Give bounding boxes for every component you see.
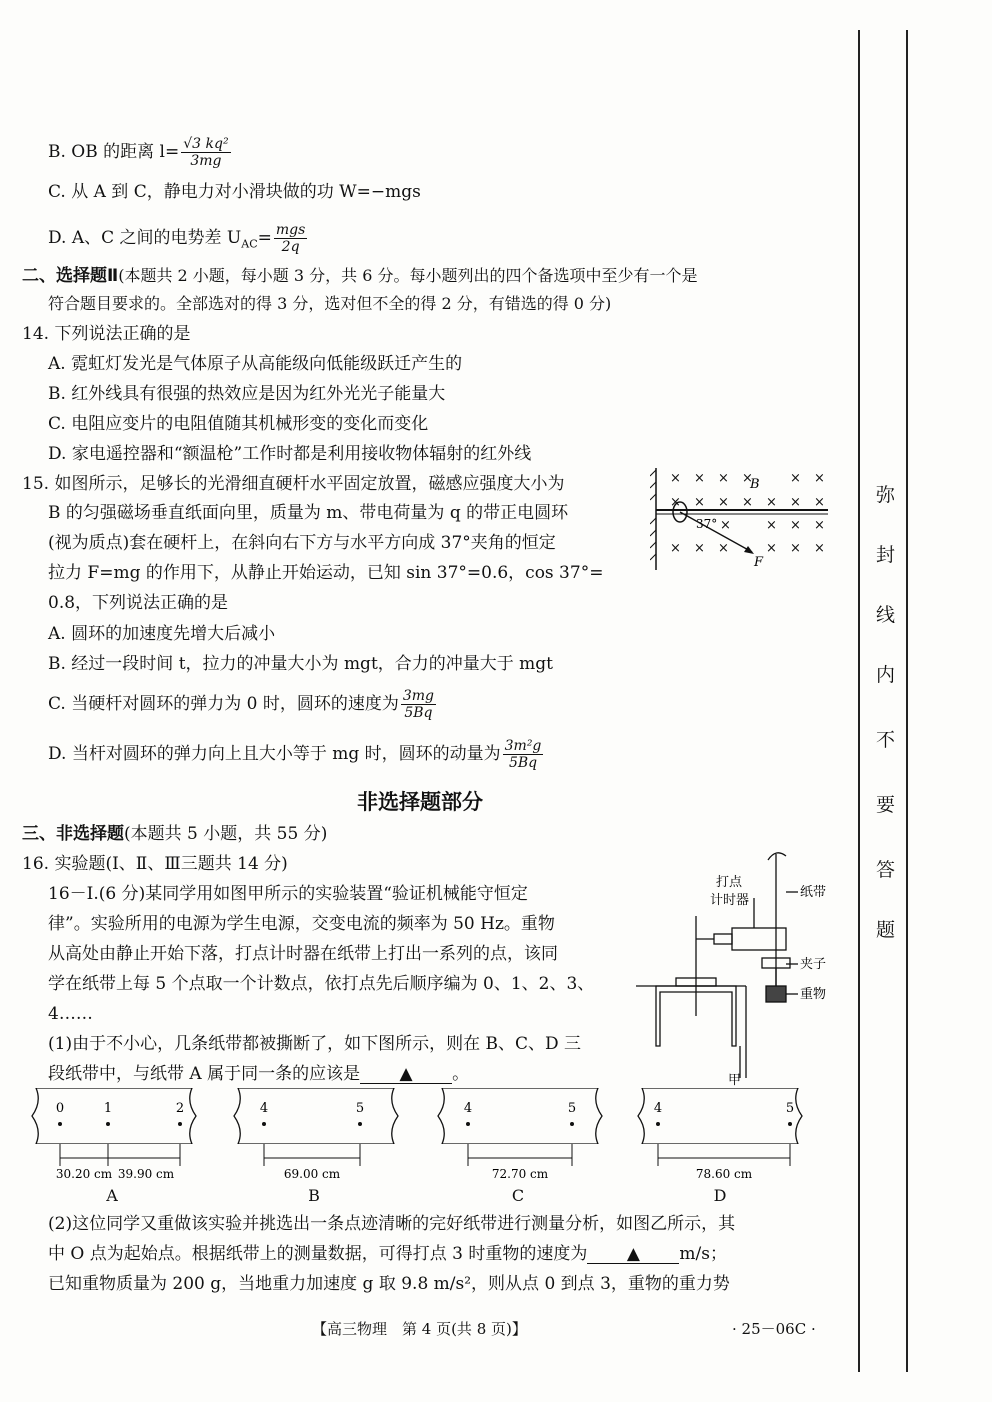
section2-line2: 符合题目要求的。全部选对的得 3 分，选对但不全的得 2 分，有错选的得 0 分) — [48, 294, 612, 313]
tape-dimension: 72.70 cm — [491, 1167, 549, 1181]
q15-option-d: D. 当杆对圆环的弹力向上且大小等于 mg 时，圆环的动量为 $\frac{\text{3m²g}}{5Bq}$ — [48, 738, 542, 771]
tape-dot — [466, 1122, 470, 1126]
field-label-b: B — [750, 477, 760, 492]
svg-text:×: × — [766, 541, 777, 556]
tape-label: C — [511, 1186, 525, 1205]
svg-text:×: × — [742, 495, 753, 510]
section3-line: 三、非选择题(本题共 5 小题，共 55 分) — [22, 824, 328, 844]
svg-text:×: × — [742, 471, 753, 486]
q15-line3: (视为质点)套在硬杆上，在斜向右下方与水平方向成 37°夹角的恒定 — [48, 533, 556, 553]
svg-text:×: × — [790, 541, 801, 556]
svg-text:×: × — [720, 518, 731, 533]
svg-text:×: × — [718, 541, 729, 556]
svg-text:×: × — [670, 471, 681, 486]
footer-code: · 25－06C · — [732, 1320, 816, 1338]
tape-point-label: 5 — [785, 1101, 795, 1116]
svg-text:×: × — [814, 518, 825, 533]
svg-text:×: × — [766, 495, 777, 510]
q16-q2-line1: (2)这位同学又重做该实验并挑选出一条点迹清晰的完好纸带进行测量分析，如图乙所示，其 — [48, 1214, 736, 1234]
q16-stem: 16. 实验题(Ⅰ、Ⅱ、Ⅲ三题共 14 分) — [22, 854, 288, 874]
q16-q2-line2: 中 O 点为起始点。根据纸带上的测量数据，可得打点 3 时重物的速度为 ▲ m/s； — [48, 1244, 727, 1264]
tape-point-label: 5 — [567, 1101, 577, 1116]
svg-text:×: × — [718, 495, 729, 510]
tape-dimension: 30.20 cm — [55, 1167, 113, 1181]
q16-q2-line3: 已知重物质量为 200 g，当地重力加速度 g 取 9.8 m/s²，则从点 0 到点 3，重物的重力势 — [48, 1274, 730, 1294]
tape-point-label: 2 — [175, 1101, 185, 1116]
svg-text:×: × — [670, 541, 681, 556]
svg-text:×: × — [766, 518, 777, 533]
option-13-b: B. OB 的距离 l= $\frac{\text{√3 kq²}}{3mg}$ — [48, 136, 229, 169]
apparatus-figure — [636, 846, 846, 1086]
tape-a — [30, 1088, 198, 1144]
q15-option-c: C. 当硬杆对圆环的弹力为 0 时，圆环的速度为 $\frac{3mg}{5Bq}$ — [48, 688, 434, 721]
tape-d — [636, 1088, 804, 1144]
q14-option-b: B. 红外线具有很强的热效应是因为红外光光子能量大 — [48, 384, 446, 404]
svg-text:×: × — [790, 518, 801, 533]
svg-text:×: × — [790, 495, 801, 510]
q15-option-b: B. 经过一段时间 t，拉力的冲量大小为 mgt，合力的冲量大于 mgt — [48, 654, 554, 674]
q16-p1-line4: 学在纸带上每 5 个点取一个计数点，依打点先后顺序编为 0、1、2、3、 — [48, 974, 595, 994]
tape-dot — [262, 1122, 266, 1126]
tape-c-dims — [436, 1144, 604, 1184]
tape-dot — [58, 1122, 62, 1126]
margin-char: 要 — [876, 794, 896, 816]
margin-char: 题 — [876, 919, 896, 941]
tape-point-label: 5 — [355, 1101, 365, 1116]
tape-dimension: 69.00 cm — [283, 1167, 341, 1181]
q14-option-d: D. 家电遥控器和“额温枪”工作时都是利用接收物体辐射的红外线 — [48, 444, 532, 464]
magnetic-field-figure — [650, 466, 830, 576]
svg-text:×: × — [790, 471, 801, 486]
margin-char: 不 — [876, 729, 896, 751]
svg-text:×: × — [814, 495, 825, 510]
margin-char: 答 — [876, 859, 896, 881]
q16-q1-line2: 段纸带中，与纸带 A 属于同一条的应该是 ▲ 。 — [48, 1064, 470, 1084]
margin-char: 弥 — [876, 484, 896, 506]
weight — [766, 986, 786, 1002]
fraction: $\frac{\text{3m²g}}{5Bq}$ — [504, 738, 542, 771]
timer-body — [732, 928, 786, 950]
svg-text:×: × — [718, 471, 729, 486]
fraction: $\frac{3mg}{5Bq}$ — [402, 688, 434, 721]
label-timer: 打点 — [716, 875, 743, 890]
tape-point-label: 0 — [55, 1101, 65, 1116]
q16-p1-line5: 4…… — [48, 1004, 93, 1024]
tape-dot — [788, 1122, 792, 1126]
tape-label: A — [106, 1186, 118, 1205]
tape-dimension: 78.60 cm — [695, 1167, 753, 1181]
part-title: 非选择题部分 — [357, 790, 483, 814]
fraction: $\frac{\text{mgs}}{2q}$ — [275, 222, 306, 255]
svg-text:×: × — [814, 541, 825, 556]
margin-line-right — [906, 30, 908, 1372]
tape-point-label: 4 — [259, 1101, 269, 1116]
tape-dot — [178, 1122, 182, 1126]
footer-title: 【高三物理 第 4 页(共 8 页)】 — [312, 1320, 527, 1338]
q16-p1-line1: 16－Ⅰ.(6 分)某同学用如图甲所示的实验装置“验证机械能守恒定 — [48, 884, 528, 904]
option-13-c: C. 从 A 到 C，静电力对小滑块做的功 W=−mgs — [48, 182, 421, 202]
label-figure-jia: 甲 — [728, 1073, 742, 1086]
option-13-d: D. A、C 之间的电势差 $U_{AC}=$ $\frac{\text{mgs}}{2q}$ — [48, 222, 306, 255]
angle-label: 37° — [696, 517, 718, 531]
section2-line1: 二、选择题Ⅱ(本题共 2 小题，每小题 3 分，共 6 分。每小题列出的四个备选项中至少有一个是 — [22, 266, 698, 286]
margin-char: 内 — [876, 664, 896, 686]
tape-b-dims — [232, 1144, 400, 1184]
tape-a-dims — [30, 1144, 198, 1184]
tape-point-label: 4 — [463, 1101, 473, 1116]
label-timer-2: 计时器 — [710, 893, 750, 908]
q16-q1-line1: (1)由于不小心，几条纸带都被撕断了，如下图所示，则在 B、C、D 三 — [48, 1034, 582, 1054]
q16-p1-line3: 从高处由静止开始下落，打点计时器在纸带上打出一系列的点，该同 — [48, 944, 558, 964]
tape-dot — [656, 1122, 660, 1126]
tape-dimension: 39.90 cm — [117, 1167, 175, 1181]
tape-d-dims — [636, 1144, 804, 1184]
q15-line1: 15. 如图所示，足够长的光滑细直硬杆水平固定放置，磁感应强度大小为 — [22, 474, 565, 494]
force-label: F — [754, 555, 764, 570]
tape-dot — [358, 1122, 362, 1126]
q14-option-a: A. 霓虹灯发光是气体原子从高能级向低能级跃迁产生的 — [48, 354, 463, 374]
answer-blank[interactable]: ▲ — [360, 1065, 452, 1084]
q14-stem: 14. 下列说法正确的是 — [22, 324, 191, 344]
label-weight: 重物 — [800, 987, 827, 1002]
svg-text:×: × — [814, 471, 825, 486]
answer-blank[interactable]: ▲ — [587, 1245, 679, 1264]
q14-option-c: C. 电阻应变片的电阻值随其机械形变的变化而变化 — [48, 414, 429, 434]
svg-text:×: × — [670, 495, 681, 510]
label-tape: 纸带 — [800, 885, 827, 900]
label-clip: 夹子 — [800, 957, 827, 972]
wall-hatch — [650, 470, 656, 560]
tape-c — [436, 1088, 604, 1144]
tape-point-label: 4 — [653, 1101, 663, 1116]
q15-line2: B 的匀强磁场垂直纸面向里，质量为 m、带电荷量为 q 的带正电圆环 — [48, 503, 569, 523]
tape-label: B — [308, 1186, 320, 1205]
q15-option-a: A. 圆环的加速度先增大后减小 — [48, 624, 276, 644]
fraction: $\frac{\text{√3 kq²}}{3mg}$ — [183, 136, 229, 169]
margin-char: 封 — [876, 544, 896, 566]
svg-text:×: × — [694, 495, 705, 510]
tape-point-label: 1 — [103, 1101, 113, 1116]
tape-dot — [570, 1122, 574, 1126]
q15-line5: 0.8，下列说法正确的是 — [48, 593, 229, 613]
svg-text:×: × — [694, 471, 705, 486]
q16-p1-line2: 律”。实验所用的电源为学生电源，交变电流的频率为 50 Hz。重物 — [48, 914, 555, 934]
tape-b — [232, 1088, 400, 1144]
tape-dot — [106, 1122, 110, 1126]
svg-text:×: × — [694, 541, 705, 556]
tape-label: D — [713, 1186, 727, 1205]
q15-line4: 拉力 F=mg 的作用下，从静止开始运动，已知 sin 37°=0.6，cos 37°= — [48, 563, 604, 583]
margin-char: 线 — [876, 604, 896, 626]
margin-line-left — [858, 30, 860, 1372]
